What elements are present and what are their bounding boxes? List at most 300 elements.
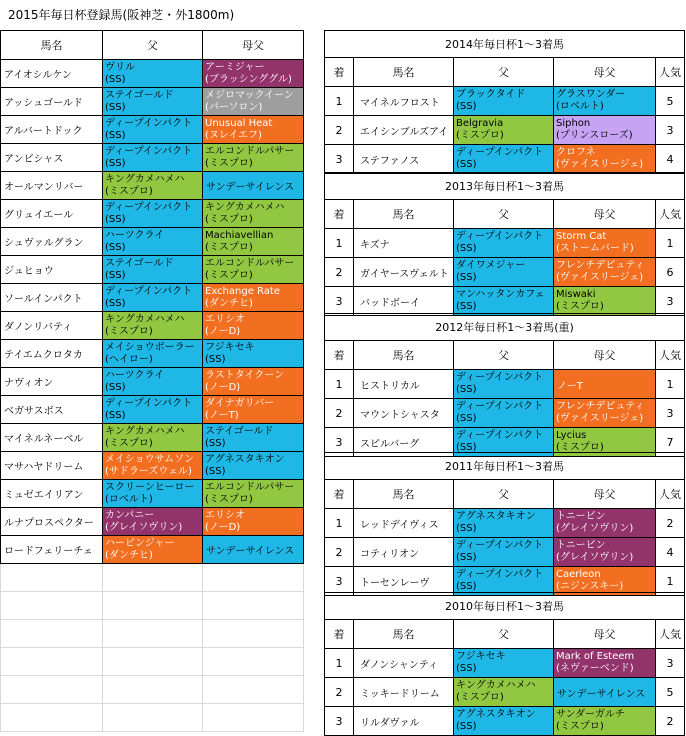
finish-rank: 3 — [325, 145, 354, 174]
header-dam-sire: 母父 — [554, 58, 656, 87]
lineage-line: (ミスプロ) — [105, 325, 153, 337]
finish-rank: 3 — [325, 428, 354, 457]
horse-name-line: メイショウボーラー — [105, 341, 195, 353]
header-horse-name: 馬名 — [1, 31, 103, 60]
dam-sire-cell — [203, 396, 304, 424]
lineage-line: (サドラーズウェル) — [105, 465, 192, 477]
dam-sire-cell — [203, 172, 304, 200]
popularity: 4 — [656, 145, 685, 174]
header-rank: 着 — [325, 200, 354, 229]
dam-sire-cell — [203, 284, 304, 312]
lineage-line: (SS) — [456, 243, 477, 254]
header-sire: 父 — [454, 58, 554, 87]
table-row — [1, 88, 304, 116]
lineage-line: (ブラッシンググル) — [205, 73, 292, 85]
popularity: 5 — [656, 87, 685, 116]
sire-cell — [103, 60, 203, 88]
empty-cell — [203, 676, 304, 704]
popularity: 1 — [656, 567, 685, 596]
lineage-line: (ミスプロ) — [205, 213, 253, 225]
empty-cell — [103, 592, 203, 620]
sire-cell — [454, 509, 554, 538]
header-popularity: 人気 — [656, 341, 685, 370]
horse-name-line: トニービン — [556, 511, 606, 522]
horse-name-line: ディープインパクト — [105, 285, 193, 297]
horse-name-line: Unusual Heat — [205, 117, 273, 129]
year-title-row — [325, 314, 685, 341]
popularity: 3 — [656, 649, 685, 678]
empty-cell — [203, 592, 304, 620]
lineage-line: (SS) — [205, 465, 226, 477]
popularity: 5 — [656, 678, 685, 707]
sire-cell — [103, 172, 203, 200]
horse-name-line: Lycius — [556, 430, 587, 441]
yearly-results-table — [324, 452, 685, 596]
year-title: 2011年毎日杯1～3着馬 — [325, 453, 685, 480]
dam-sire-cell — [554, 538, 656, 567]
lineage-line: (ヴァイスリージェ) — [556, 159, 644, 170]
finish-rank: 3 — [325, 707, 354, 736]
dam-sire-cell — [203, 200, 304, 228]
year-title-row — [325, 31, 685, 58]
dam-sire-cell — [203, 536, 304, 564]
horse-name-line: ディープインパクト — [456, 231, 544, 242]
header-dam-sire: 母父 — [554, 620, 656, 649]
empty-cell — [1, 620, 103, 648]
table-row — [1, 368, 304, 396]
table-row — [325, 258, 685, 287]
sire-cell — [103, 424, 203, 452]
horse-name-line: Caerleon — [556, 569, 601, 580]
year-title: 2012年毎日杯1～3着馬(重) — [325, 314, 685, 341]
lineage-line: (SS) — [105, 381, 126, 393]
popularity: 1 — [656, 370, 685, 399]
header-popularity: 人気 — [656, 200, 685, 229]
lineage-line: (SS) — [105, 241, 126, 253]
horse-name: アイオシルケン — [1, 60, 103, 88]
lineage-line: (SS) — [456, 301, 477, 312]
header-horse-name: 馬名 — [354, 200, 454, 229]
table-row — [325, 370, 685, 399]
popularity: 3 — [656, 116, 685, 145]
sire-cell — [103, 256, 203, 284]
empty-cell — [203, 620, 304, 648]
horse-name: マイネルネーベル — [1, 424, 103, 452]
dam-sire-cell — [203, 340, 304, 368]
horse-name: ジュヒョウ — [1, 256, 103, 284]
horse-name: ダノンシャンティ — [354, 649, 454, 678]
horse-name-line: スクリーンヒーロー — [105, 481, 195, 493]
horse-name-line: Exchange Rate — [205, 285, 280, 297]
lineage-line: (ヌレイエフ) — [205, 129, 262, 141]
lineage-line: (ミスプロ) — [456, 130, 504, 141]
horse-name: マサハヤドリーム — [1, 452, 103, 480]
dam-sire-cell — [203, 368, 304, 396]
horse-name-line: トニービン — [556, 540, 606, 551]
header-horse-name: 馬名 — [354, 58, 454, 87]
dam-sire-cell — [203, 60, 304, 88]
header-popularity: 人気 — [656, 620, 685, 649]
empty-cell — [1, 648, 103, 676]
table-row — [1, 536, 304, 564]
horse-name-line: Mark of Esteem — [556, 651, 635, 662]
table-row — [1, 200, 304, 228]
table-row — [325, 229, 685, 258]
table-row — [1, 284, 304, 312]
horse-name-line: キングカメハメハ — [205, 201, 285, 213]
popularity: 2 — [656, 707, 685, 736]
lineage-line: (ノーD) — [205, 381, 241, 393]
year-title: 2014年毎日杯1～3着馬 — [325, 31, 685, 58]
horse-name: テイエムクロタカ — [1, 340, 103, 368]
horse-name-line: エリシオ — [205, 509, 245, 521]
cell-text: サンデーサイレンス — [206, 546, 295, 557]
finish-rank: 2 — [325, 538, 354, 567]
sire-cell — [103, 312, 203, 340]
horse-name: オールマンリバー — [1, 172, 103, 200]
horse-name-line: ステイゴールド — [105, 89, 174, 101]
dam-sire-cell — [203, 508, 304, 536]
header-horse-name: 馬名 — [354, 620, 454, 649]
registered-horses-table — [0, 30, 304, 732]
sire-cell — [103, 116, 203, 144]
year-title-row — [325, 593, 685, 620]
header-horse-name: 馬名 — [354, 341, 454, 370]
table-row — [325, 538, 685, 567]
year-title: 2013年毎日杯1～3着馬 — [325, 173, 685, 200]
sire-cell — [103, 340, 203, 368]
lineage-line: (ミスプロ) — [105, 437, 153, 449]
horse-name: ガイヤースヴェルト — [354, 258, 454, 287]
header-rank: 着 — [325, 480, 354, 509]
lineage-line: (ダンチヒ) — [105, 549, 153, 561]
lineage-line: (プリンスローズ) — [556, 130, 633, 141]
sire-cell — [454, 229, 554, 258]
horse-name-line: ディープインパクト — [456, 147, 544, 158]
horse-name-line: ディープインパクト — [105, 201, 193, 213]
sire-cell — [103, 480, 203, 508]
horse-name: スピルバーグ — [354, 428, 454, 457]
horse-name-line: ヴリル — [105, 61, 135, 73]
horse-name-line: ディープインパクト — [105, 117, 193, 129]
horse-name: ロードフェリーチェ — [1, 536, 103, 564]
horse-name-line: ステイゴールド — [105, 257, 174, 269]
dam-sire-cell — [554, 399, 656, 428]
header-sire: 父 — [454, 200, 554, 229]
lineage-line: (ダンチヒ) — [205, 297, 253, 309]
table-row — [1, 424, 304, 452]
table-row — [1, 396, 304, 424]
finish-rank: 3 — [325, 567, 354, 596]
lineage-line: (SS) — [456, 101, 477, 112]
lineage-line: (ミスプロ) — [205, 493, 253, 505]
lineage-line: (ミスプロ) — [556, 442, 604, 453]
finish-rank: 3 — [325, 287, 354, 316]
lineage-line: (ニジンスキー) — [556, 581, 624, 592]
header-dam-sire: 母父 — [203, 31, 304, 60]
horse-name: アルバートドック — [1, 116, 103, 144]
horse-name-line: フレンチデピュティ — [556, 401, 645, 412]
dam-sire-cell — [554, 649, 656, 678]
empty-cell — [103, 648, 203, 676]
lineage-line: (SS) — [456, 663, 477, 674]
lineage-line: (ミスプロ) — [105, 185, 153, 197]
sire-cell — [454, 538, 554, 567]
table-row — [325, 678, 685, 707]
table-row — [1, 172, 304, 200]
lineage-line: (ミスプロ) — [205, 269, 253, 281]
horse-name-line: フジキセキ — [205, 341, 255, 353]
horse-name-line: ハーツクライ — [105, 229, 165, 241]
horse-name-line: Miswaki — [556, 289, 596, 300]
horse-name-line: ブラックタイド — [456, 89, 526, 100]
header-dam-sire: 母父 — [554, 480, 656, 509]
lineage-line: (グレイソヴリン) — [556, 523, 634, 534]
lineage-line: (ミスプロ) — [205, 157, 253, 169]
popularity: 7 — [656, 428, 685, 457]
table-row — [325, 287, 685, 316]
popularity: 6 — [656, 258, 685, 287]
lineage-line: (SS) — [105, 409, 126, 421]
empty-cell — [203, 704, 304, 732]
table-row — [325, 509, 685, 538]
header-rank: 着 — [325, 58, 354, 87]
empty-cell — [103, 704, 203, 732]
horse-name-line: ディープインパクト — [105, 145, 193, 157]
horse-name-line: キングカメハメハ — [456, 680, 536, 691]
header-dam-sire: 母父 — [554, 341, 656, 370]
horse-name-line: アーミジャー — [205, 61, 265, 73]
horse-name-line: ハービンジャー — [105, 537, 175, 549]
horse-name-line: ディープインパクト — [456, 430, 544, 441]
popularity: 3 — [656, 399, 685, 428]
dam-sire-cell — [203, 312, 304, 340]
horse-name-line: マンハッタンカフェ — [456, 289, 545, 300]
lineage-line: (ミスプロ) — [456, 692, 504, 703]
horse-name: ミッキードリーム — [354, 678, 454, 707]
horse-name: エイシンブルズアイ — [354, 116, 454, 145]
lineage-line: (SS) — [205, 353, 226, 365]
lineage-line: (ヘイロー) — [105, 353, 153, 365]
table-header-row — [1, 31, 304, 60]
sire-cell — [103, 284, 203, 312]
horse-name-line: ディープインパクト — [456, 540, 544, 551]
lineage-line: (SS) — [456, 442, 477, 453]
horse-name-line: アグネスタキオン — [205, 453, 285, 465]
horse-name: キズナ — [354, 229, 454, 258]
dam-sire-cell — [554, 229, 656, 258]
empty-cell — [1, 676, 103, 704]
dam-sire-cell — [554, 370, 656, 399]
empty-cell — [1, 704, 103, 732]
lineage-line: (SS) — [456, 523, 477, 534]
horse-name-line: サンダーガルチ — [556, 709, 625, 720]
table-row — [1, 256, 304, 284]
horse-name-line: メジロマックイーン — [205, 89, 294, 101]
header-sire: 父 — [454, 620, 554, 649]
table-header-row — [325, 341, 685, 370]
horse-name-line: キングカメハメハ — [105, 425, 185, 437]
lineage-line: (SS) — [105, 101, 126, 113]
yearly-results-table — [324, 30, 685, 174]
empty-row — [1, 704, 304, 732]
table-row — [325, 649, 685, 678]
lineage-line: (SS) — [456, 159, 477, 170]
horse-name: ミュゼエイリアン — [1, 480, 103, 508]
lineage-line: (グレイソヴリン) — [105, 521, 183, 533]
sire-cell — [454, 649, 554, 678]
horse-name: シュヴァルグラン — [1, 228, 103, 256]
empty-cell — [203, 564, 304, 592]
horse-name: ルナプロスペクター — [1, 508, 103, 536]
sire-cell — [454, 116, 554, 145]
lineage-line: (SS) — [456, 272, 477, 283]
finish-rank: 1 — [325, 509, 354, 538]
lineage-line: (SS) — [456, 581, 477, 592]
dam-sire-cell — [203, 144, 304, 172]
horse-name-line: エリシオ — [205, 313, 245, 325]
popularity: 3 — [656, 287, 685, 316]
dam-sire-cell — [203, 116, 304, 144]
sire-cell — [103, 536, 203, 564]
empty-row — [1, 676, 304, 704]
table-row — [1, 452, 304, 480]
empty-row — [1, 620, 304, 648]
table-row — [1, 144, 304, 172]
horse-name: リルダヴァル — [354, 707, 454, 736]
horse-name: ステファノス — [354, 145, 454, 174]
horse-name: バッドボーイ — [354, 287, 454, 316]
yearly-results-table — [324, 592, 685, 736]
lineage-line: (ロベルト) — [556, 101, 604, 112]
dam-sire-cell — [554, 258, 656, 287]
horse-name-line: カンパニー — [105, 509, 155, 521]
dam-sire-cell — [554, 87, 656, 116]
table-row — [1, 480, 304, 508]
table-row — [1, 312, 304, 340]
lineage-line: (SS) — [105, 269, 126, 281]
lineage-line: (ヴァイスリージェ) — [556, 413, 644, 424]
lineage-line: (SS) — [105, 297, 126, 309]
empty-row — [1, 592, 304, 620]
lineage-line: (ヴァイスリージェ) — [556, 272, 644, 283]
lineage-line: (ミスプロ) — [556, 301, 604, 312]
dam-sire-cell — [203, 228, 304, 256]
dam-sire-cell — [554, 509, 656, 538]
header-dam-sire: 母父 — [554, 200, 656, 229]
sire-cell — [103, 452, 203, 480]
lineage-line: (ノーT) — [205, 409, 239, 421]
lineage-line: (SS) — [456, 384, 477, 395]
header-popularity: 人気 — [656, 58, 685, 87]
horse-name-line: ディープインパクト — [456, 401, 544, 412]
sire-cell — [454, 87, 554, 116]
finish-rank: 2 — [325, 678, 354, 707]
table-row — [1, 116, 304, 144]
finish-rank: 2 — [325, 399, 354, 428]
sire-cell — [454, 399, 554, 428]
empty-cell — [103, 620, 203, 648]
dam-sire-cell — [554, 116, 656, 145]
table-header-row — [325, 480, 685, 509]
sire-cell — [103, 228, 203, 256]
lineage-line: (パーソロン) — [205, 101, 263, 113]
table-header-row — [325, 620, 685, 649]
horse-name: トーセンレーヴ — [354, 567, 454, 596]
horse-name-line: ハーツクライ — [105, 369, 165, 381]
header-rank: 着 — [325, 620, 354, 649]
table-row — [325, 116, 685, 145]
sire-cell — [103, 368, 203, 396]
sire-cell — [103, 508, 203, 536]
finish-rank: 2 — [325, 258, 354, 287]
lineage-line: (SS) — [456, 552, 477, 563]
sire-cell — [103, 396, 203, 424]
horse-name: アンビシャス — [1, 144, 103, 172]
horse-name-line: エルコンドルパサー — [205, 145, 295, 157]
cell-text: ノーT — [557, 380, 583, 392]
sire-cell — [103, 88, 203, 116]
horse-name-line: ラストタイクーン — [205, 369, 285, 381]
horse-name-line: ディープインパクト — [456, 372, 544, 383]
horse-name-line: ディープインパクト — [456, 569, 544, 580]
horse-name-line: Machiavellian — [205, 229, 274, 241]
page-title: 2015年毎日杯登録馬(阪神芝・外1800m) — [8, 8, 235, 22]
year-title-row — [325, 453, 685, 480]
header-sire: 父 — [454, 341, 554, 370]
dam-sire-cell — [203, 88, 304, 116]
horse-name-line: ディープインパクト — [105, 397, 193, 409]
table-header-row — [325, 58, 685, 87]
horse-name-line: エルコンドルパサー — [205, 257, 295, 269]
horse-name: ナヴィオン — [1, 368, 103, 396]
header-rank: 着 — [325, 341, 354, 370]
empty-cell — [103, 676, 203, 704]
lineage-line: (ミスプロ) — [205, 241, 253, 253]
table-row — [1, 340, 304, 368]
dam-sire-cell — [203, 256, 304, 284]
horse-name-line: フジキセキ — [456, 651, 506, 662]
year-title: 2010年毎日杯1～3着馬 — [325, 593, 685, 620]
horse-name-line: エルコンドルパサー — [205, 481, 295, 493]
table-row — [1, 60, 304, 88]
lineage-line: (SS) — [105, 213, 126, 225]
year-title-row — [325, 173, 685, 200]
horse-name: ヒストリカル — [354, 370, 454, 399]
popularity: 1 — [656, 229, 685, 258]
horse-name: レッドデイヴィス — [354, 509, 454, 538]
horse-name: ダノンリバティ — [1, 312, 103, 340]
yearly-results-table — [324, 172, 685, 316]
sire-cell — [454, 707, 554, 736]
horse-name: アッシュゴールド — [1, 88, 103, 116]
dam-sire-cell — [554, 287, 656, 316]
header-popularity: 人気 — [656, 480, 685, 509]
finish-rank: 1 — [325, 649, 354, 678]
dam-sire-cell — [203, 452, 304, 480]
cell-text: サンデーサイレンス — [206, 182, 295, 193]
horse-name-line: キングカメハメハ — [105, 313, 185, 325]
lineage-line: (SS) — [456, 413, 477, 424]
table-header-row — [325, 200, 685, 229]
horse-name-line: Siphon — [556, 118, 591, 129]
sire-cell — [454, 287, 554, 316]
horse-name-line: Storm Cat — [556, 231, 607, 242]
lineage-line: (ミスプロ) — [556, 721, 604, 732]
empty-cell — [103, 564, 203, 592]
horse-name-line: Belgravia — [456, 118, 504, 129]
horse-name-line: グラスワンダー — [556, 89, 626, 100]
